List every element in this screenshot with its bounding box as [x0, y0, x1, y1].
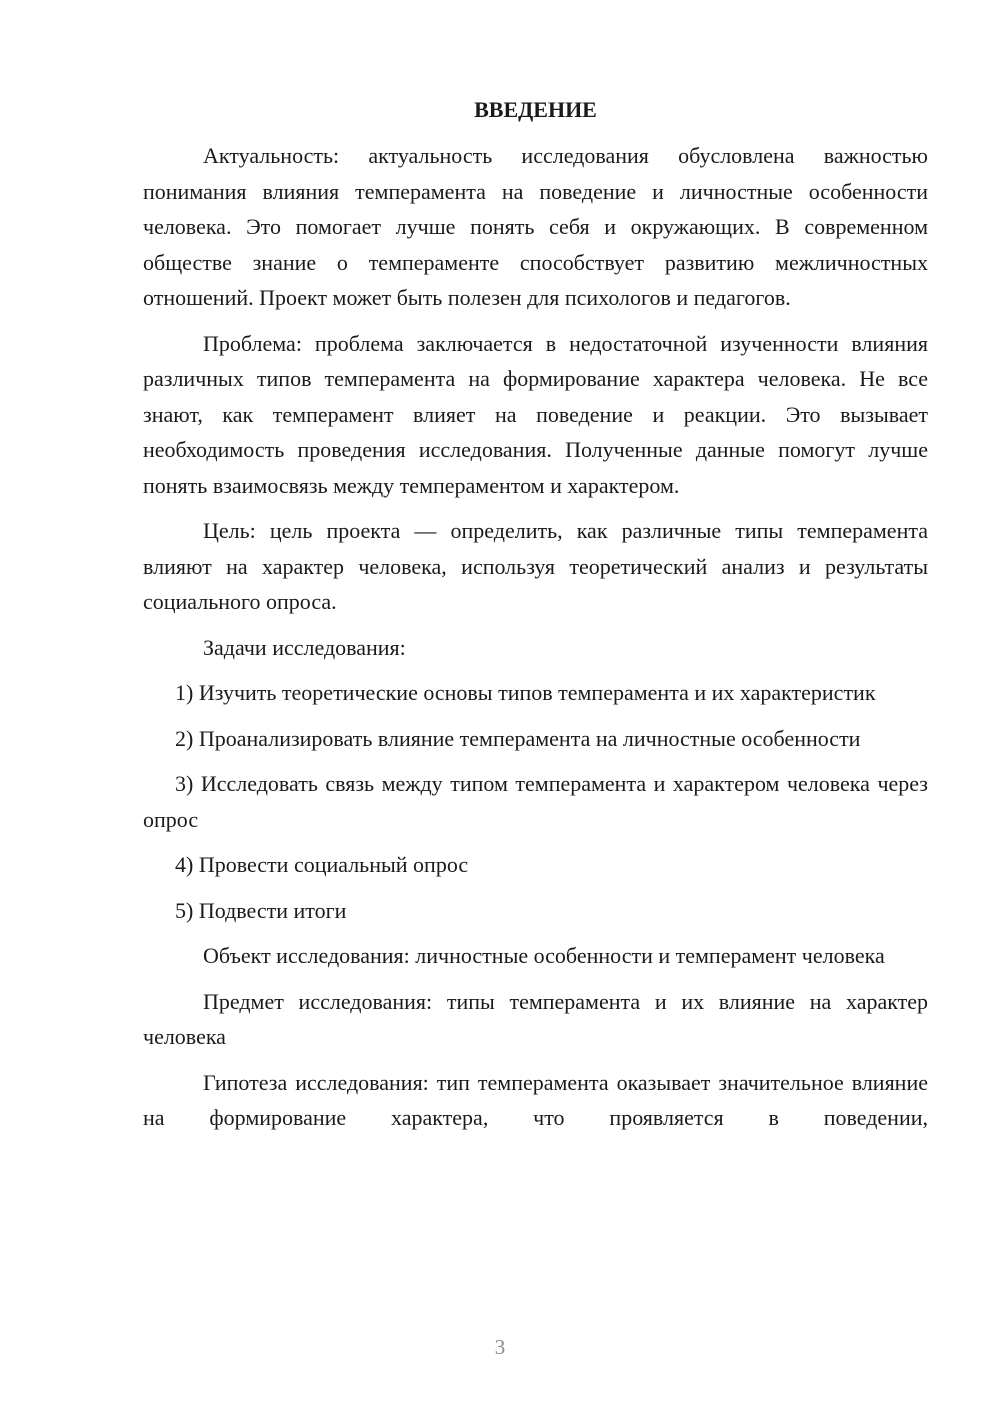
tasks-title: Задачи исследования:	[203, 634, 406, 660]
page-content	[143, 92, 928, 1146]
task-item: 1) Изучить теоретические основы типов темперамента и их характеристик	[175, 680, 876, 705]
page-number: 3	[494, 1335, 506, 1359]
task-item: 4) Провести социальный опрос	[175, 852, 469, 877]
problem-paragraph: Проблема: проблема заключается в недостаточной изученности влияния различных типов темперамента на формирование характера человека. Не все знают, как темперамент влияет на поведение и реакции. Это вызывает необходимость проведения исследования. Полученные данные помогут лучше понять взаимосвязь между темпераментом и характером.	[143, 330, 928, 498]
subject-paragraph: Предмет исследования: типы темперамента и их влияние на характер человека	[143, 988, 928, 1049]
task-item: 5) Подвести итоги	[175, 897, 347, 923]
task-item: 2) Проанализировать влияние темперамента на личностные особенности	[175, 725, 861, 751]
object-paragraph: Объект исследования: личностные особенности и темперамент человека	[203, 943, 885, 968]
goal-paragraph: Цель: цель проекта — определить, как различные типы темперамента влияют на характер человека, используя теоретический анализ и результаты социального опроса.	[143, 518, 928, 614]
hypothesis-paragraph: Гипотеза исследования: тип темперамента оказывает значительное влияние на формирование характера, что проявляется в поведении,	[143, 1069, 928, 1130]
task-item: 3) Исследовать связь между типом темперамента и характером человека через опрос	[143, 771, 928, 832]
relevance-paragraph: Актуальность: актуальность исследования обусловлена важностью понимания влияния темперамента на поведение и личностные особенности человека. Это помогает лучше понять себя и окружающих. В современном обществе знание о темпераменте способствует развитию межличностных отношений. Проект может быть полезен для психологов и педагогов.	[143, 143, 928, 310]
section-heading: ВВЕДЕНИЕ	[474, 97, 597, 122]
